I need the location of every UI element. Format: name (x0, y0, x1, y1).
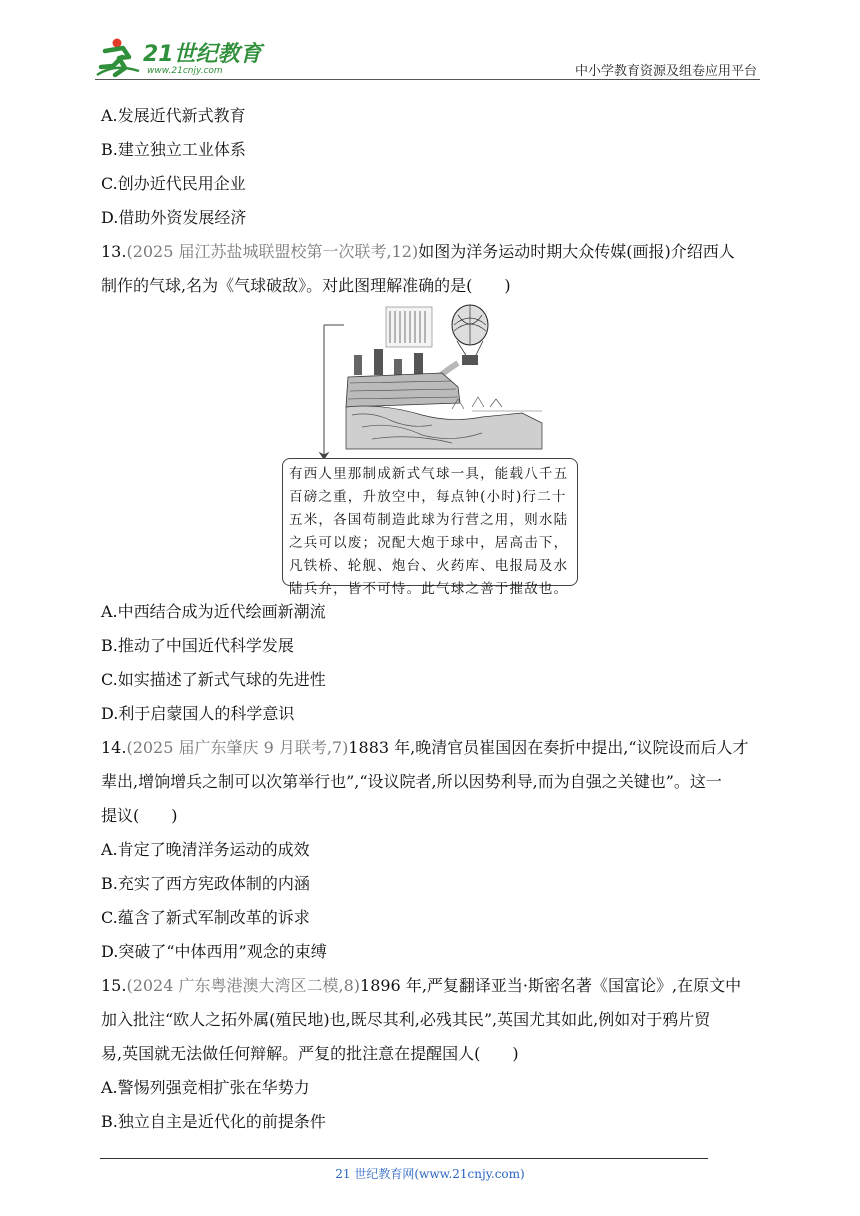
q14-option-c: C.蕴含了新式军制改革的诉求 (101, 908, 310, 927)
platform-name: 中小学教育资源及组卷应用平台 (574, 64, 757, 79)
q14-text: 1883 年,晚清官员崔国因在奏折中提出,“议院设而后人才 (348, 738, 749, 757)
q13-option-c: C.如实描述了新式气球的先进性 (101, 670, 326, 689)
q14-option-a: A.肯定了晚清洋务运动的成效 (101, 840, 310, 859)
q12-option-c: C.创办近代民用企业 (101, 174, 246, 193)
svg-text:www.21cnjy.com: www.21cnjy.com (147, 66, 223, 76)
site-logo (95, 35, 265, 79)
caption-line: 凡铁桥、轮舰、炮台、火药库、电报局及水 (289, 558, 569, 574)
q14-stem-line1 (101, 738, 749, 758)
illustration-caption (282, 458, 578, 597)
q12-option-d: D.借助外资发展经济 (101, 208, 247, 227)
q14-option-b: B.充实了西方宪政体制的内涵 (101, 874, 310, 893)
q13-stem-line1 (101, 242, 735, 262)
q12-option-a: A.发展近代新式教育 (101, 106, 246, 125)
caption-line: 陆兵弁，皆不可恃。此气球之善于摧敌也。 (289, 581, 569, 597)
q15-option-a: A.警惕列强竞相扩张在华势力 (101, 1078, 310, 1097)
page-header (0, 0, 860, 82)
q15-source: (2024 广东粤港澳大湾区二模,8) (126, 976, 361, 995)
q15-text: 1896 年,严复翻译亚当·斯密名著《国富论》,在原文中 (360, 976, 742, 995)
q15-option-b: B.独立自主是近代化的前提条件 (101, 1112, 326, 1131)
caption-line: 百磅之重，升放空中，每点钟(小时)行二十 (289, 489, 567, 505)
svg-text:21世纪教育: 21世纪教育 (143, 42, 262, 67)
q15-number: 15. (101, 976, 127, 995)
q13-option-d: D.利于启蒙国人的科学意识 (101, 704, 295, 723)
q15-stem-line1 (101, 976, 741, 996)
caption-line: 有西人里那制成新式气球一具，能载八千五 (289, 466, 569, 482)
q13-number: 13. (101, 242, 127, 261)
q14-option-d: D.突破了“中体西用”观念的束缚 (101, 942, 327, 961)
q13-text: 如图为洋务运动时期大众传媒(画报)介绍西人 (418, 242, 735, 261)
q13-option-b: B.推动了中国近代科学发展 (101, 636, 294, 655)
q12-option-b: B.建立独立工业体系 (101, 140, 246, 159)
footer-divider (100, 1158, 708, 1159)
header-divider (95, 79, 760, 80)
q13-stem-line2: 制作的气球,名为《气球破敌》。对此图理解准确的是( ) (101, 276, 511, 295)
q13-option-a: A.中西结合成为近代绘画新潮流 (101, 602, 326, 621)
footer-link[interactable]: 21 世纪教育网(www.21cnjy.com) (335, 1167, 525, 1181)
q13-source: (2025 届江苏盐城联盟校第一次联考,12) (126, 242, 419, 261)
runner-icon (97, 39, 139, 76)
caption-line: 五米，各国苟制造此球为行营之用，则水陆 (289, 512, 569, 528)
q14-stem-line2: 辈出,增饷增兵之制可以次第举行也”,“设议院者,所以因势利导,而为自强之关键也”。这一 (101, 772, 722, 791)
q15-stem-line3: 易,英国就无法做任何辩解。严复的批注意在提醒国人( ) (101, 1044, 519, 1063)
q14-stem-line3: 提议( ) (101, 806, 178, 825)
q15-stem-line2: 加入批注“欧人之拓外属(殖民地)也,既尽其利,必残其民”,英国尤其如此,例如对于鸦片贸 (101, 1010, 711, 1029)
q14-source: (2025 届广东肇庆 9 月联考,7) (126, 738, 349, 757)
q14-number: 14. (101, 738, 127, 757)
caption-line: 之兵可以废；况配大炮于球中，居高击下， (289, 535, 569, 551)
